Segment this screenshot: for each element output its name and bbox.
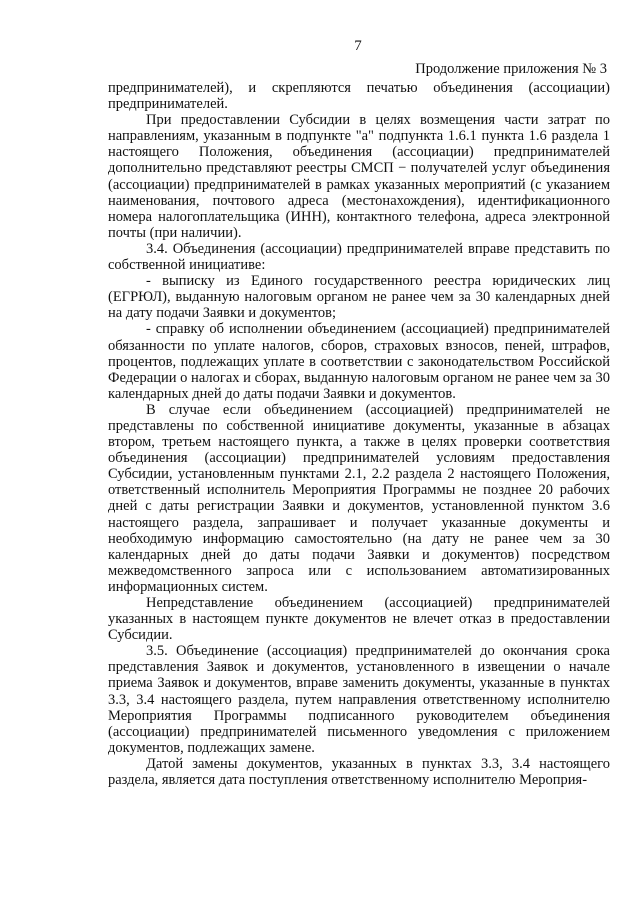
paragraph: 3.4. Объединения (ассоциации) предпринимателей вправе представить по собственной инициативе:	[108, 240, 610, 274]
list-item: - справку об исполнении объединением (ассоциацией) предпринимателей обязанности по уплате налогов, сборов, страховых взносов, пеней, штрафов, процентов, подлежащих уплате в соответствии с законодательством Российской Федерации о налогах и сборах, выданную налоговым органом не ранее чем за 30 календарных дней до даты подачи Заявки и документов.	[108, 321, 610, 402]
paragraph: В случае если объединением (ассоциацией) предпринимателей не представлены по собственной инициативе документы, указанные в абзацах втором, третьем настоящего пункта, а также в целях проверки соответствия объединения (ассоциации) предпринимателей условиям предоставления Субсидии, установленным пунктами 2.1, 2.2 раздела 2 настоящего Положения, ответственный исполнитель Мероприятия Программы не позднее 20 рабочих дней с даты регистрации Заявки и документов, установленной пунктом 3.6 настоящего раздела, запрашивает и получает указанные документы и необходимую информацию самостоятельно (на дату не ранее чем за 30 календарных дней до даты подачи Заявки и документов) посредством межведомственного запроса или с использованием автоматизированных информационных систем.	[108, 401, 610, 595]
paragraph: Датой замены документов, указанных в пунктах 3.3, 3.4 настоящего раздела, является дата поступления ответственному исполнителю Мероприя-	[108, 755, 610, 789]
paragraph: 3.5. Объединение (ассоциация) предпринимателей до окончания срока представления Заявок и документов, установленного в извещении о начале приема Заявок и документов, вправе заменить документы, указанные в пунктах 3.3, 3.4 настоящего раздела, путем направления ответственному исполнителю Мероприятия Программы подписанного руководителем объединения (ассоциации) предпринимателей письменного уведомления с приложением документов, подлежащих замене.	[108, 643, 610, 756]
paragraph: При предоставлении Субсидии в целях возмещения части затрат по направлениям, указанным в подпункте "а" подпункта 1.6.1 пункта 1.6 раздела 1 настоящего Положения, объединения (ассоциации) предпринимателей дополнительно представляют реестры СМСП − получателей услуг объединения (ассоциации) предпринимателей в рамках указанных мероприятий (с указанием наименования, почтового адреса (местонахождения), идентификационного номера налогоплательщика (ИНН), контактного телефона, адреса электронной почты (при наличии).	[108, 112, 610, 241]
continuation-label: Продолжение приложения № 3	[415, 61, 607, 77]
page-number: 7	[354, 38, 362, 54]
paragraph: Непредставление объединением (ассоциацией) предпринимателей указанных в настоящем пункте документов не влечет отказ в предоставлении Субсидии.	[108, 595, 610, 644]
document-body	[108, 80, 610, 788]
list-item: - выписку из Единого государственного реестра юридических лиц (ЕГРЮЛ), выданную налоговым органом не ранее чем за 30 календарных дней на дату подачи Заявки и документов;	[108, 273, 610, 322]
paragraph: предпринимателей), и скрепляются печатью объединения (ассоциации) предпринимателей.	[108, 80, 610, 113]
